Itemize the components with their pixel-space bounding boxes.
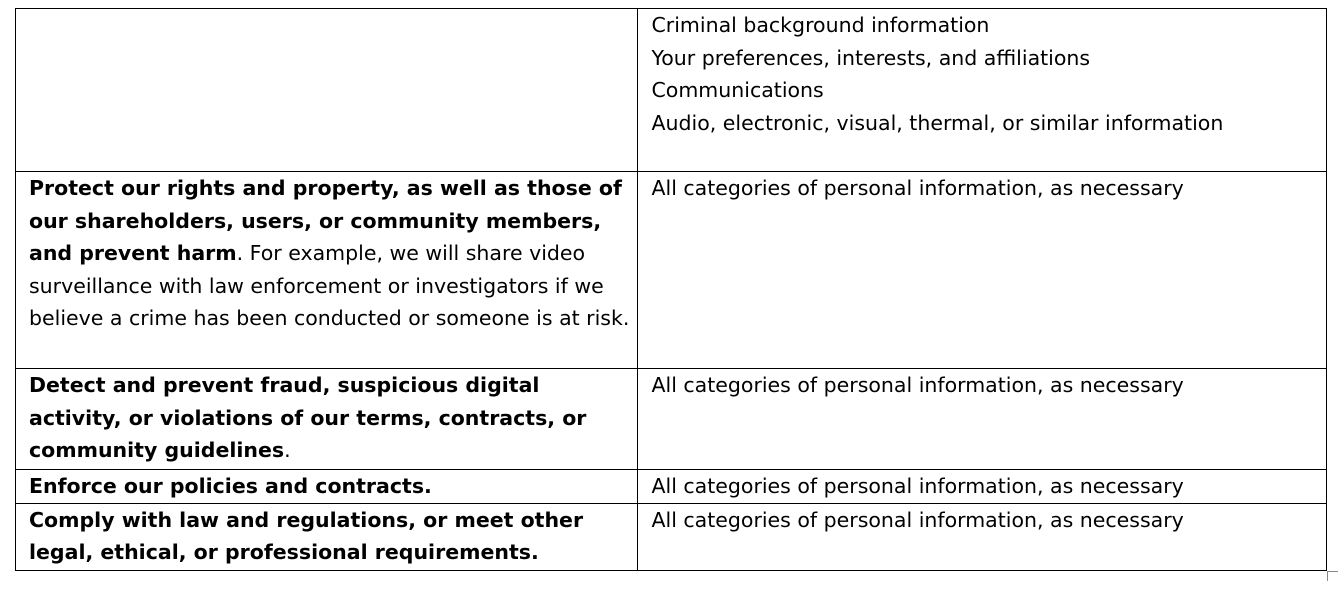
category-item: All categories of personal information, as necessary — [651, 373, 1184, 397]
purpose-bold-text: Detect and prevent fraud, suspicious digital activity, or violations of our terms, contracts, or community guidelines — [29, 373, 587, 463]
table-row — [16, 369, 1327, 470]
category-item: Audio, electronic, visual, thermal, or similar information — [651, 110, 1224, 135]
categories-cell — [638, 470, 1327, 504]
purpose-cell — [16, 369, 638, 470]
categories-cell — [638, 172, 1327, 369]
category-item: Communications — [651, 78, 824, 103]
categories-cell — [638, 9, 1327, 172]
category-item: Criminal background information — [651, 13, 990, 37]
purpose-text: . — [284, 438, 291, 463]
category-item: All categories of personal information, as necessary — [651, 507, 1184, 532]
purpose-cell — [16, 503, 638, 570]
purpose-text: . For example, we will share video surveillance with law enforcement or investigators if we believe a crime has been conducted or someone is at risk. — [29, 241, 630, 331]
purpose-cell — [16, 470, 638, 504]
table-row — [16, 172, 1327, 369]
purpose-bold-text: Protect our rights and property, as well as those of our shareholders, users, or community members, and prevent harm — [29, 176, 622, 266]
table-row — [16, 503, 1327, 570]
category-item: All categories of personal information, as necessary — [651, 474, 1184, 498]
purpose-bold-text: Comply with law and regulations, or meet other legal, ethical, or professional requirements. — [29, 507, 584, 565]
categories-cell — [638, 369, 1327, 470]
table-row — [16, 470, 1327, 504]
category-item: All categories of personal information, as necessary — [651, 176, 1184, 200]
categories-cell — [638, 503, 1327, 570]
purpose-bold-text: Enforce our policies and contracts. — [29, 474, 432, 498]
category-item: Your preferences, interests, and affiliations — [651, 45, 1091, 70]
table-resize-handle[interactable] — [1327, 571, 1338, 581]
purposes-table — [15, 8, 1327, 571]
purpose-cell — [16, 172, 638, 369]
table-row — [16, 9, 1327, 172]
purpose-cell — [16, 9, 638, 172]
